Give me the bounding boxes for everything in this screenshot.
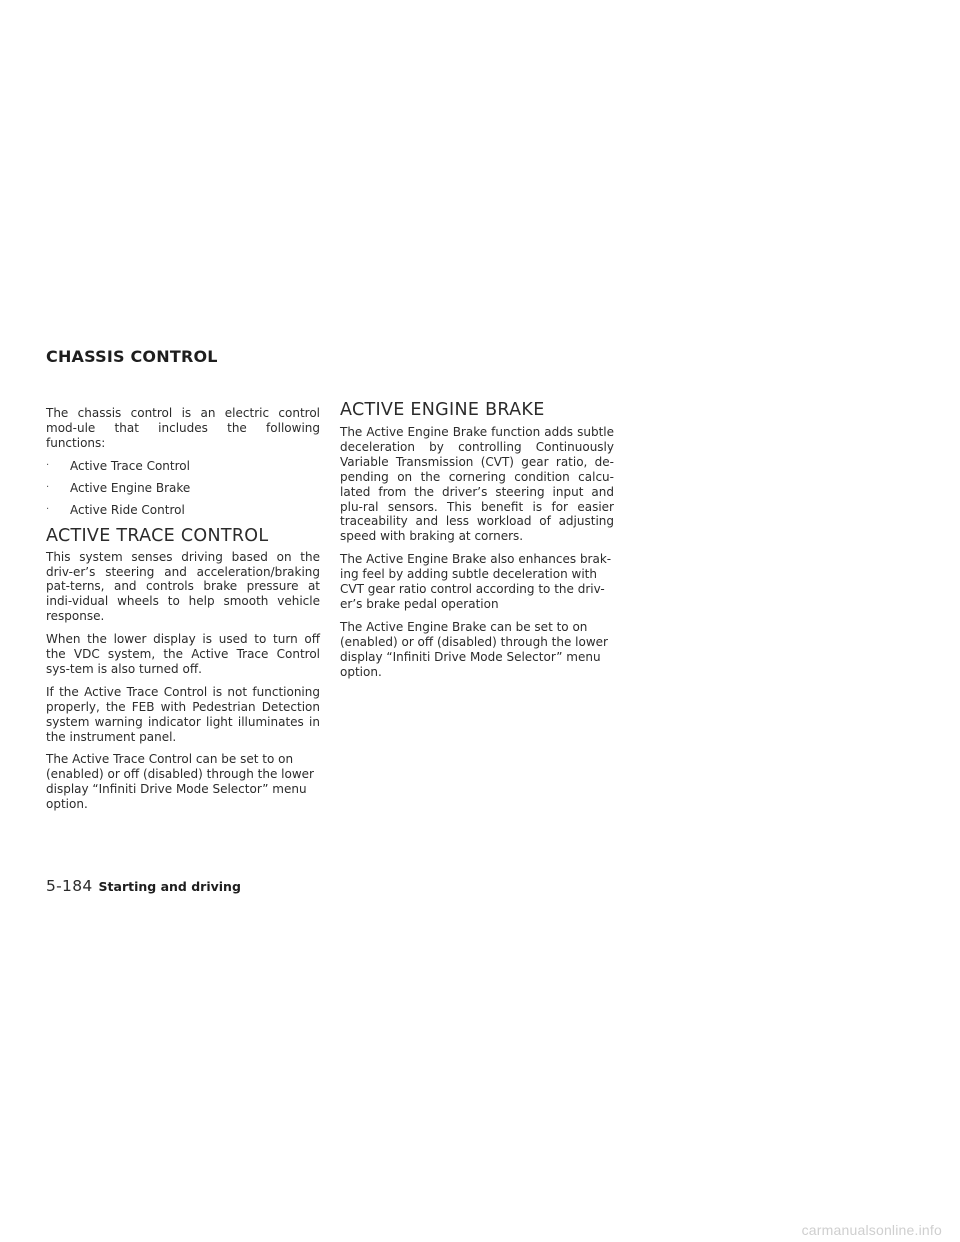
section-title: CHASSIS CONTROL [46,347,218,366]
paragraph: When the lower display is used to turn off the VDC system, the Active Trace Control sys-tem is also turned off. [46,632,320,676]
paragraph: The Active Engine Brake function adds subtle deceleration by controlling Continuously Variable Transmission (CVT) gear ratio, de-pending on the cornering condition calcu-lated from the driver’s steering input and plu-ral sensors. This benefit is for easier traceability and less workload of adjusting speed with braking at corners. [340,425,614,544]
paragraph: The Active Engine Brake can be set to on (enabled) or off (disabled) through the lower display “Infiniti Drive Mode Selector” menu option. [340,619,608,679]
list-item: · Active Engine Brake [46,481,191,496]
paragraph: The Active Trace Control can be set to on (enabled) or off (disabled) through the lower display “Infiniti Drive Mode Selector” menu option. [46,752,314,812]
right-column [340,400,614,688]
paragraph: The Active Engine Brake also enhances brak-ing feel by adding subtle deceleration with CVT gear ratio control according to the driv-er’s brake pedal operation [340,552,612,611]
page-number: 5-184 [46,877,93,895]
bullet-icon: · [46,504,50,516]
active-engine-brake-heading: ACTIVE ENGINE BRAKE [340,400,545,420]
active-trace-control-heading: ACTIVE TRACE CONTROL [46,525,269,546]
paragraph: This system senses driving based on the driv-er’s steering and acceleration/braking pat-terns, and controls brake pressure at indi-vidual wheels to help smooth vehicle response. [46,549,320,624]
page-footer [46,876,241,895]
intro-paragraph: The chassis control is an electric control mod-ule that includes the following functions: [46,406,320,450]
list-item: · Active Ride Control [46,503,185,518]
bullet-icon: · [46,482,50,494]
list-item: · Active Trace Control [46,458,190,473]
chapter-title: Starting and driving [98,879,241,894]
left-column [46,406,320,820]
bullet-icon: · [46,459,50,471]
watermark: carmanualsonline.info [801,1222,942,1238]
paragraph: If the Active Trace Control is not functioning properly, the FEB with Pedestrian Detection system warning indicator light illuminates in the instrument panel. [46,684,320,744]
function-list [46,459,320,519]
